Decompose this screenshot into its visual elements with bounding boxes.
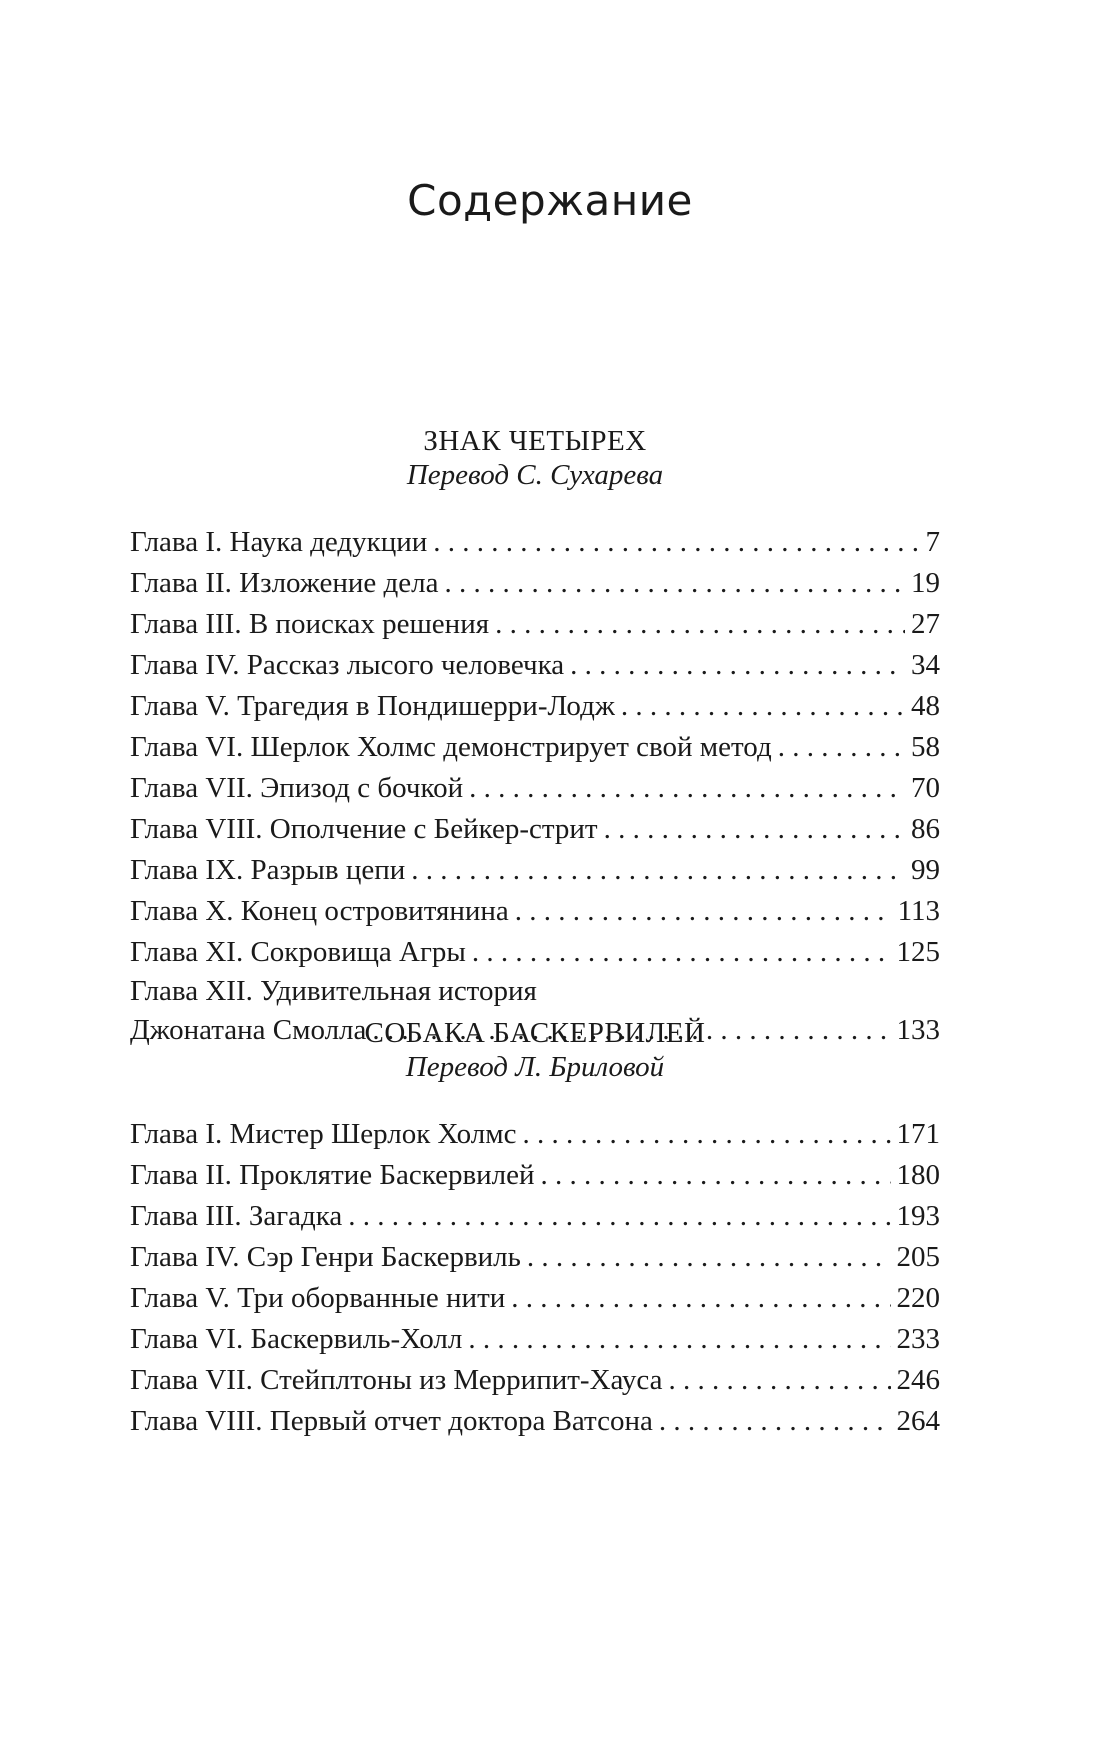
dot-leader <box>621 686 905 727</box>
toc-entry-list <box>130 522 940 1051</box>
dot-leader <box>511 1278 890 1319</box>
dot-leader <box>604 809 905 850</box>
toc-entry-page: 125 <box>896 936 940 968</box>
dot-leader <box>469 768 905 809</box>
section-heading: СОБАКА БАСКЕРВИЛЕЙ <box>364 1017 706 1049</box>
toc-entry[interactable] <box>130 768 940 809</box>
toc-entry-label: Глава IV. Рассказ лысого человечка <box>130 649 565 681</box>
dot-leader <box>527 1237 891 1278</box>
toc-entry-label-line2: Джонатана Смолла <box>130 1014 367 1046</box>
toc-entry-page: 180 <box>896 1159 940 1191</box>
toc-entry-label: Глава IV. Сэр Генри Баскервиль <box>130 1241 521 1273</box>
dot-leader <box>348 1196 890 1237</box>
toc-entry[interactable] <box>130 522 940 563</box>
toc-entry[interactable] <box>130 645 940 686</box>
dot-leader <box>515 891 892 932</box>
toc-entry-label: Глава X. Конец островитянина <box>130 895 509 927</box>
toc-entry-label: Глава VII. Стейплтоны из Меррипит-Хауса <box>130 1364 663 1396</box>
page-title: Содержание <box>407 176 693 225</box>
toc-entry[interactable] <box>130 1401 940 1442</box>
toc-entry-page: 113 <box>897 895 940 927</box>
toc-entry-label: Глава VIII. Ополчение с Бейкер-стрит <box>130 813 598 845</box>
toc-entry-label: Глава IX. Разрыв цепи <box>130 854 406 886</box>
toc-entry[interactable] <box>130 891 940 932</box>
toc-entry[interactable] <box>130 1278 940 1319</box>
dot-leader <box>472 932 891 973</box>
section-translator: Перевод Л. Бриловой <box>405 1051 665 1083</box>
toc-entry-page: 205 <box>896 1241 940 1273</box>
toc-entry[interactable] <box>130 1114 940 1155</box>
toc-entry[interactable] <box>130 686 940 727</box>
toc-entry[interactable] <box>130 563 940 604</box>
toc-entry-label: Глава V. Трагедия в Пондишерри-Лодж <box>130 690 615 722</box>
toc-entry-page: 7 <box>925 526 940 558</box>
dot-leader <box>444 563 905 604</box>
toc-entry[interactable] <box>130 1319 940 1360</box>
toc-entry[interactable] <box>130 1155 940 1196</box>
toc-entry-page: 19 <box>911 567 940 599</box>
dot-leader <box>659 1401 891 1442</box>
toc-entry-page: 171 <box>896 1118 940 1150</box>
toc-entry-page: 34 <box>911 649 940 681</box>
toc-entry-label: Глава I. Мистер Шерлок Холмс <box>130 1118 517 1150</box>
dot-leader <box>495 604 905 645</box>
toc-entry-page: 58 <box>911 731 940 763</box>
toc-entry-page: 70 <box>911 772 940 804</box>
toc-entry-label: Глава VI. Шерлок Холмс демонстрирует свой метод <box>130 731 772 763</box>
toc-entry-label: Глава III. В поисках решения <box>130 608 490 640</box>
toc-section-sign-of-four <box>130 424 940 1051</box>
dot-leader <box>778 727 905 768</box>
toc-entry-page: 193 <box>896 1200 940 1232</box>
dot-leader <box>433 522 919 563</box>
toc-entry-page: 133 <box>896 1014 940 1046</box>
toc-entry-label-line1: Глава XII. Удивительная история <box>130 975 537 1007</box>
dot-leader <box>570 645 905 686</box>
dot-leader <box>669 1360 891 1401</box>
toc-entry[interactable] <box>130 1360 940 1401</box>
toc-entry-page: 86 <box>911 813 940 845</box>
dot-leader <box>411 850 905 891</box>
section-translator: Перевод С. Сухарева <box>406 459 664 491</box>
toc-entry-page: 233 <box>896 1323 940 1355</box>
dot-leader <box>522 1114 890 1155</box>
toc-entry[interactable] <box>130 1196 940 1237</box>
toc-entry-label: Глава VII. Эпизод с бочкой <box>130 772 464 804</box>
toc-entry-list <box>130 1114 940 1442</box>
toc-entry-page: 48 <box>911 690 940 722</box>
toc-entry[interactable] <box>130 727 940 768</box>
toc-section-hound <box>130 1016 940 1442</box>
toc-entry-label: Глава II. Изложение дела <box>130 567 439 599</box>
toc-entry-label: Глава V. Три оборванные нити <box>130 1282 506 1314</box>
toc-entry[interactable] <box>130 1237 940 1278</box>
toc-entry-page: 27 <box>911 608 940 640</box>
toc-entry-label: Глава VI. Баскервиль-Холл <box>130 1323 463 1355</box>
toc-entry-page: 99 <box>911 854 940 886</box>
toc-entry[interactable] <box>130 604 940 645</box>
toc-entry-label: Глава III. Загадка <box>130 1200 343 1232</box>
toc-entry-label: Глава VIII. Первый отчет доктора Ватсона <box>130 1405 653 1437</box>
section-heading: ЗНАК ЧЕТЫРЕХ <box>423 425 647 457</box>
toc-entry[interactable] <box>130 809 940 850</box>
toc-entry-label: Глава I. Наука дедукции <box>130 526 428 558</box>
toc-entry[interactable] <box>130 932 940 973</box>
toc-entry-page: 220 <box>896 1282 940 1314</box>
dot-leader <box>541 1155 891 1196</box>
toc-entry-page: 264 <box>896 1405 940 1437</box>
dot-leader <box>468 1319 890 1360</box>
toc-entry-label: Глава XI. Сокровища Агры <box>130 936 466 968</box>
toc-entry[interactable] <box>130 850 940 891</box>
toc-entry-label: Глава II. Проклятие Баскервилей <box>130 1159 535 1191</box>
toc-entry-page: 246 <box>896 1364 940 1396</box>
